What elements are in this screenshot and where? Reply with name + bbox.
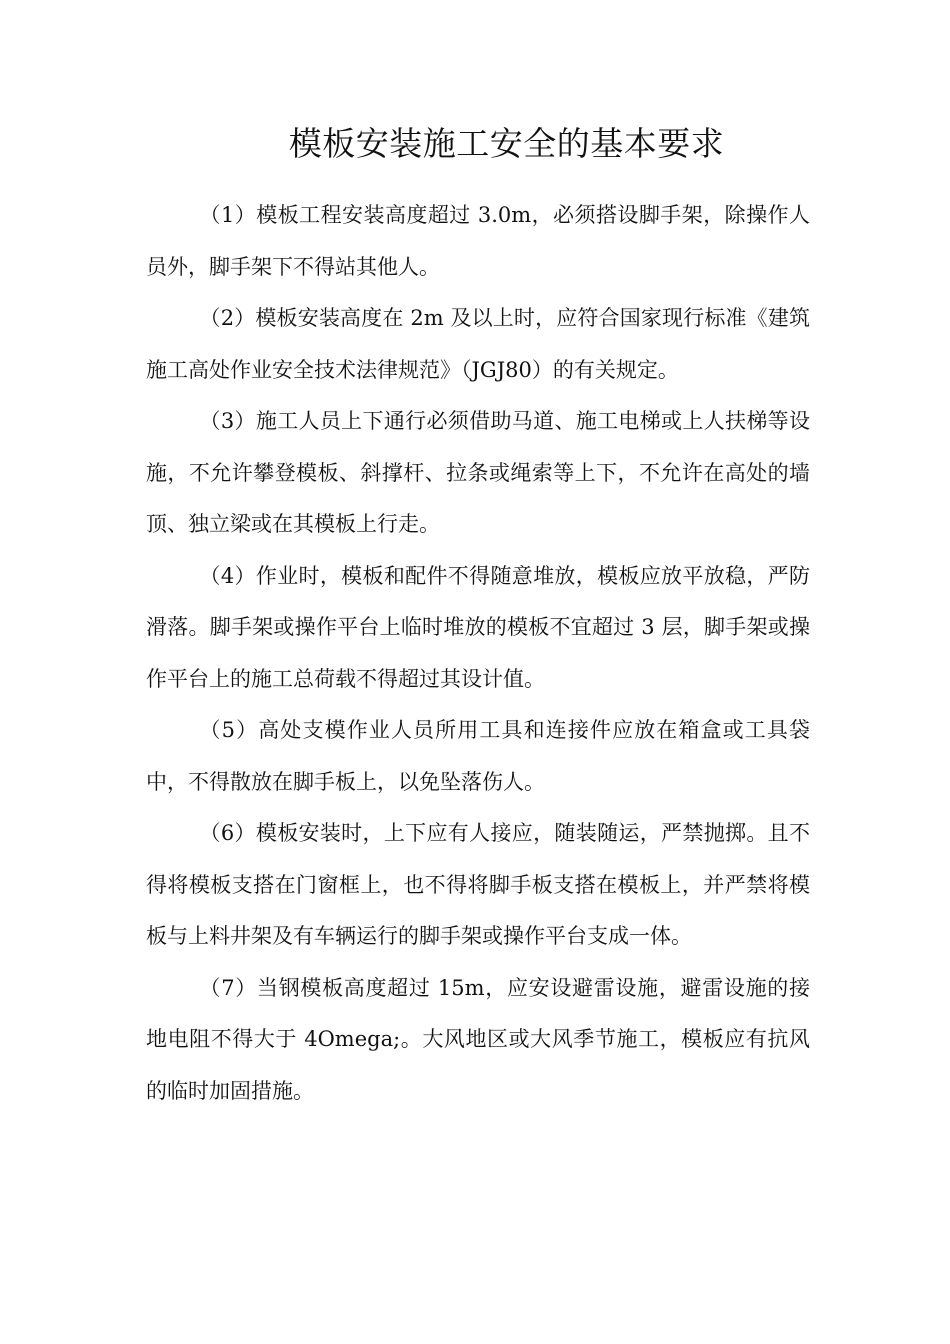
paragraph-2: （2）模板安装高度在 2m 及以上时，应符合国家现行标准《建筑施工高处作业安全技术法律规范》（JGJ80）的有关规定。 (146, 306, 810, 382)
paragraph-1: （1）模板工程安装高度超过 3.0m，必须搭设脚手架，除操作人员外，脚手架下不得站其他人。 (146, 203, 810, 279)
document-title: 模板安装施工安全的基本要求 (288, 124, 725, 163)
paragraph-7: （7）当钢模板高度超过 15m，应安设避雷设施，避雷设施的接地电阻不得大于 4Omega;。大风地区或大风季节施工，模板应有抗风的临时加固措施。 (146, 975, 810, 1103)
document-body (146, 190, 810, 1117)
paragraph-3: （3）施工人员上下通行必须借助马道、施工电梯或上人扶梯等设施，不允许攀登模板、斜撑杆、拉条或绳索等上下，不允许在高处的墙顶、独立梁或在其模板上行走。 (146, 409, 810, 536)
paragraph-4: （4）作业时，模板和配件不得随意堆放，模板应放平放稳，严防滑落。脚手架或操作平台上临时堆放的模板不宜超过 3 层，脚手架或操作平台上的施工总荷载不得超过其设计值。 (146, 563, 810, 691)
paragraph-5: （5）高处支模作业人员所用工具和连接件应放在箱盒或工具袋中，不得散放在脚手板上，以免坠落伤人。 (146, 718, 810, 794)
paragraph-6: （6）模板安装时，上下应有人接应，随装随运，严禁抛掷。且不得将模板支搭在门窗框上，也不得将脚手板支搭在模板上，并严禁将模板与上料井架及有车辆运行的脚手架或操作平台支成一体。 (146, 821, 810, 948)
